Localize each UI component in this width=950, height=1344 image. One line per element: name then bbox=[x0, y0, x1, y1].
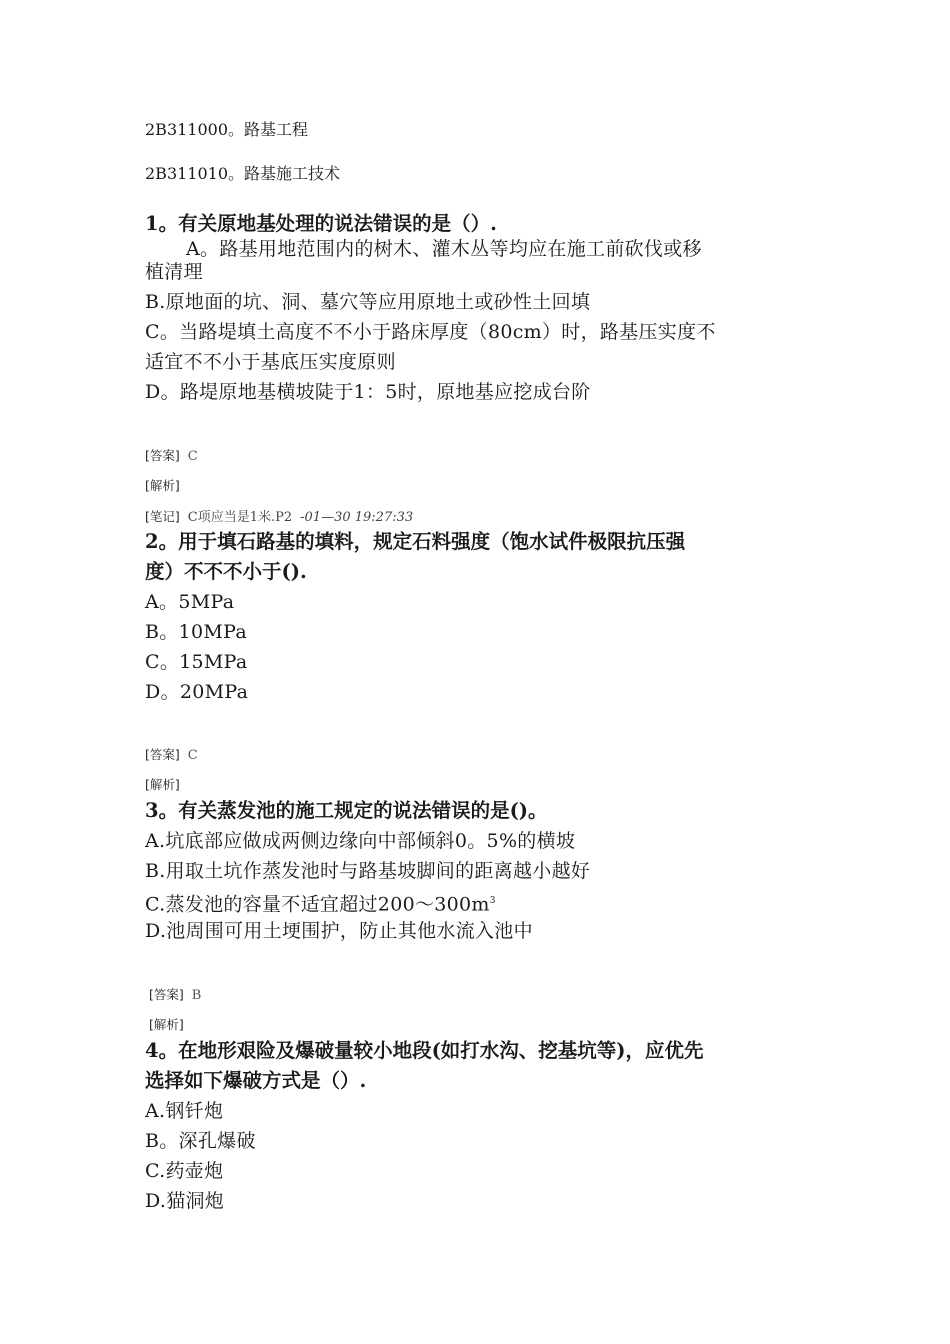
question-2-option-d: D。20MPa bbox=[145, 681, 249, 703]
subsection-heading: 2B311010。路基施工技术 bbox=[145, 164, 341, 183]
question-2-analysis bbox=[145, 775, 180, 793]
note-text: C项应当是1米.P2 bbox=[187, 510, 293, 525]
analysis-label: [解析] bbox=[145, 478, 180, 493]
question-3-answer bbox=[149, 985, 201, 1003]
question-3-analysis bbox=[149, 1015, 184, 1033]
question-3-option-b: B.用取土坑作蒸发池时与路基坡脚间的距离越小越好 bbox=[145, 860, 591, 882]
answer-label: [答案] bbox=[145, 448, 180, 463]
question-3-title: 3。有关蒸发池的施工规定的说法错误的是()。 bbox=[145, 799, 548, 822]
question-3-option-a: A.坑底部应做成两侧边缘向中部倾斜0。5%的横坡 bbox=[145, 830, 576, 852]
question-4-option-d: D.猫洞炮 bbox=[145, 1190, 225, 1212]
question-1-option-a-cont: 植清理 bbox=[145, 261, 203, 283]
question-2-answer bbox=[145, 745, 198, 763]
question-2-option-b: B。10MPa bbox=[145, 621, 247, 643]
question-1-option-c: C。当路堤填土高度不不小于路床厚度（80cm）时，路基压实度不 bbox=[145, 321, 716, 343]
question-4-option-c: C.药壶炮 bbox=[145, 1160, 224, 1182]
question-1-option-a: A。路基用地范围内的树木、灌木丛等均应在施工前砍伐或移 bbox=[186, 238, 702, 260]
question-2-title-cont: 度）不不不小于(). bbox=[145, 560, 307, 583]
question-3-option-c: C.蒸发池的容量不适宜超过200～300m bbox=[145, 893, 490, 916]
note-timestamp: -01—30 19:27:33 bbox=[300, 510, 414, 525]
question-1-title: 1。有关原地基处理的说法错误的是（）. bbox=[145, 212, 497, 235]
question-1-option-d: D。路堤原地基横坡陡于1：5时，原地基应挖成台阶 bbox=[145, 381, 591, 403]
answer-value: C bbox=[187, 449, 198, 464]
question-2-option-c: C。15MPa bbox=[145, 651, 248, 673]
analysis-label: [解析] bbox=[149, 1017, 184, 1032]
question-3-option-d: D.池周围可用土埂围护，防止其他水流入池中 bbox=[145, 920, 533, 942]
answer-value: C bbox=[187, 748, 198, 763]
question-1-option-b: B.原地面的坑、洞、墓穴等应用原地土或砂性土回填 bbox=[145, 291, 591, 313]
answer-value: B bbox=[191, 988, 202, 1003]
question-1-answer bbox=[145, 446, 198, 464]
answer-label: [答案] bbox=[145, 747, 180, 762]
question-4-title-cont: 选择如下爆破方式是（）. bbox=[145, 1069, 367, 1092]
question-4-option-a: A.钢钎炮 bbox=[145, 1100, 224, 1122]
cubic-superscript: 3 bbox=[489, 896, 496, 906]
question-3-option-c-line bbox=[145, 886, 496, 919]
question-1-analysis bbox=[145, 476, 180, 494]
question-2-option-a: A。5MPa bbox=[145, 591, 235, 613]
question-4-option-b: B。深孔爆破 bbox=[145, 1130, 256, 1152]
answer-label: [答案] bbox=[149, 987, 184, 1002]
question-2-title: 2。用于填石路基的填料，规定石料强度（饱水试件极限抗压强 bbox=[145, 530, 686, 553]
section-heading: 2B311000。路基工程 bbox=[145, 120, 309, 139]
analysis-label: [解析] bbox=[145, 777, 180, 792]
question-4-title: 4。在地形艰险及爆破量较小地段(如打水沟、挖基坑等)，应优先 bbox=[145, 1039, 704, 1062]
note-label: [笔记] bbox=[145, 509, 180, 524]
question-1-note bbox=[145, 506, 413, 525]
question-1-option-c-cont: 适宜不不小于基底压实度原则 bbox=[145, 351, 396, 373]
